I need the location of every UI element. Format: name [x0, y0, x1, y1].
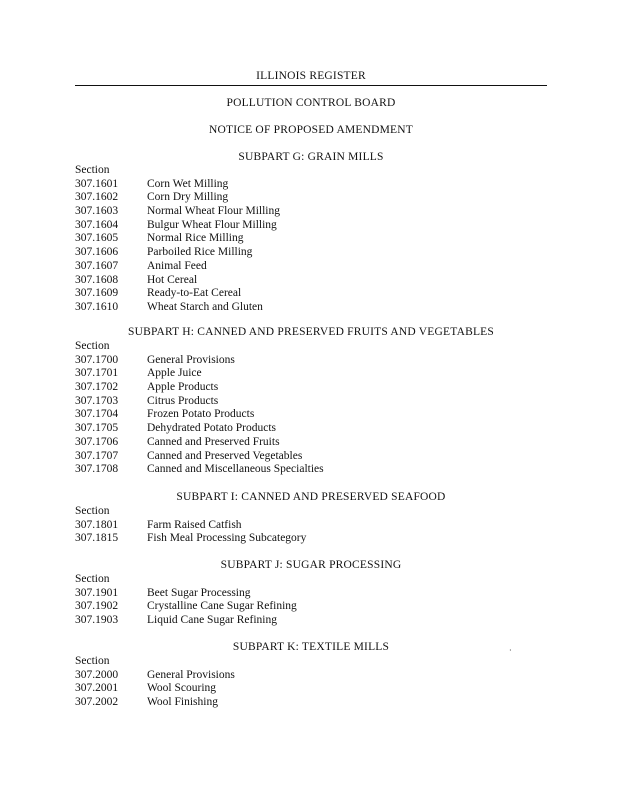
section-number: 307.1607	[75, 259, 119, 272]
subpart-i-heading: SUBPART I: CANNED AND PRESERVED SEAFOOD	[176, 491, 446, 503]
section-number: 307.1801	[75, 518, 119, 531]
section-title: Dehydrated Potato Products	[147, 422, 277, 435]
section-title: Liquid Cane Sugar Refining	[147, 614, 277, 627]
section-title: Beet Sugar Processing	[147, 586, 251, 599]
section-number: 307.1605	[75, 232, 119, 245]
section-number: 307.1601	[75, 177, 119, 190]
section-row	[75, 463, 547, 477]
section-title: Parboiled Rice Milling	[147, 246, 253, 259]
section-number: 307.1602	[75, 191, 119, 204]
section-title: Apple Juice	[147, 367, 202, 380]
section-row	[75, 219, 547, 233]
section-row	[75, 395, 547, 409]
section-title: General Provisions	[147, 668, 235, 681]
section-number: 307.1603	[75, 205, 119, 218]
section-title: Bulgur Wheat Flour Milling	[147, 218, 277, 231]
section-title: General Provisions	[147, 353, 235, 366]
section-title: Wheat Starch and Gluten	[147, 300, 263, 313]
section-number: 307.2000	[75, 668, 119, 681]
section-row	[75, 408, 547, 422]
section-title: Canned and Miscellaneous Specialties	[147, 463, 324, 476]
section-number: 307.1701	[75, 367, 119, 380]
notice-title: NOTICE OF PROPOSED AMENDMENT	[209, 124, 413, 136]
register-header: ILLINOIS REGISTER	[75, 70, 547, 86]
subpart-g-section-list	[75, 164, 547, 315]
section-label: Section	[75, 505, 110, 517]
section-label: Section	[75, 655, 110, 667]
section-title: Apple Products	[147, 381, 219, 394]
section-number: 307.1902	[75, 600, 119, 613]
section-title: Frozen Potato Products	[147, 408, 255, 421]
section-number: 307.1606	[75, 246, 119, 259]
section-number: 307.1704	[75, 408, 119, 421]
subpart-i-section-list	[75, 505, 547, 546]
section-number: 307.1703	[75, 394, 119, 407]
section-row	[75, 519, 547, 533]
section-row	[75, 205, 547, 219]
section-number: 307.1610	[75, 300, 119, 313]
section-number: 307.1700	[75, 353, 119, 366]
section-title: Citrus Products	[147, 394, 219, 407]
section-row	[75, 436, 547, 450]
section-number: 307.1702	[75, 381, 119, 394]
section-row	[75, 354, 547, 368]
section-row	[75, 232, 547, 246]
section-title: Corn Wet Milling	[147, 177, 229, 190]
section-title: Normal Rice Milling	[147, 232, 244, 245]
section-number: 307.1903	[75, 614, 119, 627]
section-label: Section	[75, 164, 110, 176]
section-row	[75, 614, 547, 628]
subpart-h-heading: SUBPART H: CANNED AND PRESERVED FRUITS AND VEGETABLES	[127, 326, 494, 338]
section-number: 307.1604	[75, 218, 119, 231]
section-title: Fish Meal Processing Subcategory	[147, 532, 307, 545]
section-title: Canned and Preserved Vegetables	[147, 449, 303, 462]
section-row	[75, 191, 547, 205]
margin-dot-icon: ·	[509, 646, 512, 655]
section-number: 307.1708	[75, 463, 119, 476]
section-row	[75, 422, 547, 436]
section-row	[75, 287, 547, 301]
section-number: 307.1815	[75, 532, 119, 545]
section-row	[75, 260, 547, 274]
agency-title: POLLUTION CONTROL BOARD	[226, 97, 396, 109]
section-row	[75, 669, 547, 683]
section-title: Corn Dry Milling	[147, 191, 229, 204]
section-title: Wool Scouring	[147, 682, 217, 695]
section-title: Hot Cereal	[147, 273, 198, 286]
section-title: Wool Finishing	[147, 696, 218, 709]
section-row	[75, 682, 547, 696]
subpart-j-heading: SUBPART J: SUGAR PROCESSING	[220, 559, 402, 571]
section-title: Normal Wheat Flour Milling	[147, 205, 280, 218]
subpart-g-heading: SUBPART G: GRAIN MILLS	[238, 151, 384, 163]
section-row	[75, 246, 547, 260]
section-title: Crystalline Cane Sugar Refining	[147, 600, 297, 613]
section-row	[75, 274, 547, 288]
section-row	[75, 587, 547, 601]
subpart-h-section-list	[75, 340, 547, 477]
subpart-k-heading: SUBPART K: TEXTILE MILLS	[232, 641, 390, 653]
section-row	[75, 696, 547, 710]
section-row	[75, 301, 547, 315]
section-label: Section	[75, 573, 110, 585]
section-row	[75, 367, 547, 381]
section-row	[75, 178, 547, 192]
section-label: Section	[75, 340, 110, 352]
section-row	[75, 532, 547, 546]
section-row	[75, 381, 547, 395]
section-number: 307.2001	[75, 682, 119, 695]
section-number: 307.1705	[75, 422, 119, 435]
section-title: Canned and Preserved Fruits	[147, 435, 280, 448]
section-title: Animal Feed	[147, 259, 207, 272]
section-number: 307.1707	[75, 449, 119, 462]
section-number: 307.1706	[75, 435, 119, 448]
section-row	[75, 600, 547, 614]
section-number: 307.2002	[75, 696, 119, 709]
section-title: Farm Raised Catfish	[147, 518, 242, 531]
section-number: 307.1609	[75, 287, 119, 300]
subpart-j-section-list	[75, 573, 547, 628]
section-title: Ready-to-Eat Cereal	[147, 287, 242, 300]
section-row	[75, 450, 547, 464]
subpart-k-section-list	[75, 655, 547, 710]
section-number: 307.1901	[75, 586, 119, 599]
section-number: 307.1608	[75, 273, 119, 286]
